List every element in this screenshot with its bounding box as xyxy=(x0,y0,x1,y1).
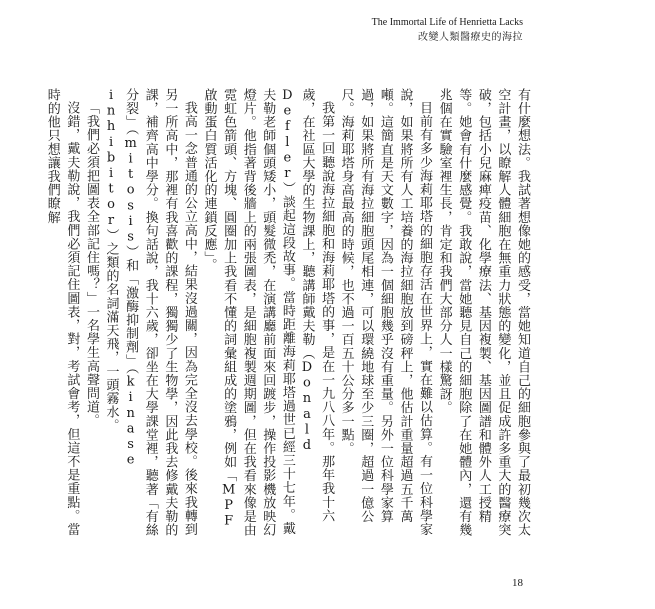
paragraph: 我第一回聽說海拉細胞和海莉耶塔的事，是在一九八八年。那年我十六歲，在社區大學的生物課上，聽講師戴夫勒（Donald Defler）談起這段故事。當時距離海莉耶塔過世已經三十七年。戴夫勒老師個頭矮小，頭髮微禿，在演講廳前面來回踱步，操作投影機放映幻燈片。他指著背後牆上的兩張圖表，是細胞複製週期圖，但在我看來像是由霓虹色箭頭、方塊、圓圈加上我看不懂的詞彙組成的塗鴉，例如「MPF啟動蛋白質活化的連鎖反應」。 xyxy=(201,88,335,537)
page-number: 18 xyxy=(512,577,523,589)
paragraph: 我高一念普通的公立高中，結果沒過關，因為完全沒去學校。後來我轉到另一所高中，那裡有我喜歡的課程，獨獨少了生物學，因此我去修戴夫勒的課，補齊高中學分。換句話說，我十六歲，卻坐在大學課堂裡，聽著「有絲分裂」（mitosis）和「激酶抑制劑」（kinase inhibitor）之類的名詞滿天飛，一頭霧水。 xyxy=(103,88,197,537)
book-title-chinese: 改變人類醫療史的海拉 xyxy=(418,32,523,43)
paragraph: 「我們必須把圖表全部記住嗎？」一名學生高聲問道。 xyxy=(83,101,99,428)
paragraph: 有什麼想法。我試著想像她的感受，當她知道自己的細胞參與了最初幾次太空計畫，以瞭解人體細胞在無重力狀態的變化，並且促成許多重大的醫療突破，包括小兒麻痺疫苗、化學療法、基因複製、基因圖譜和體外人工授精等。她會有什麼感覺。我敢說，當她聽見自己的細胞除了在她體內，還有幾兆個在實驗室裡生長，肯定和我們大部分人一樣驚訝。 xyxy=(436,88,530,537)
running-header xyxy=(372,17,523,44)
book-title-english: The Immortal Life of Henrietta Lacks xyxy=(371,17,523,28)
vertical-body-text xyxy=(44,88,532,540)
paragraph: 沒錯，戴夫勒說，我們必須記住圖表，對，考試會考，但這不是重點。當時的他只想讓我們瞭解 xyxy=(44,88,80,537)
paragraph: 目前有多少海莉耶塔的細胞存活在世界上，實在難以估算。有一位科學家說，如果將所有人工培養的海拉細胞放到磅秤上，他估計重量超過五千萬噸。這簡直是天文數字，因為一個細胞幾乎沒有重量。另外一位科學家算過，如果將所有海拉細胞頭尾相連，可以環繞地球至少三圈，超過一億公尺。海莉耶塔身高最高的時候，也不過一百五十公分多一點。 xyxy=(338,88,433,537)
